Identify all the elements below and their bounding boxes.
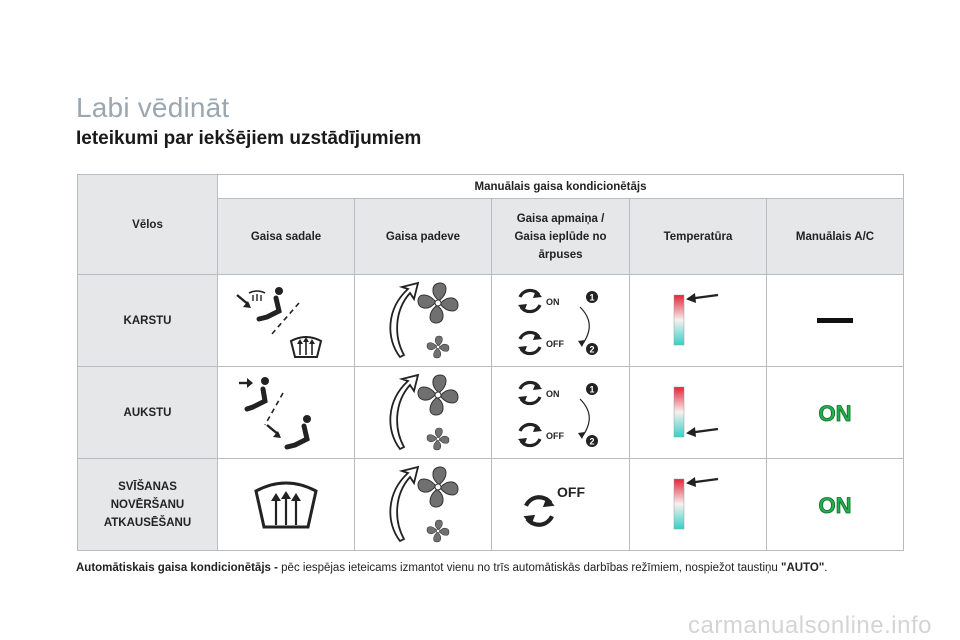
- fan-icon: [378, 279, 468, 363]
- col-label: Gaisa apmaiņa /: [516, 212, 605, 225]
- demist-windscreen-icon: [291, 337, 321, 357]
- col-label: Manuālais A/C: [795, 230, 875, 243]
- feet-vent-icon: [267, 415, 311, 447]
- row-header-hot: [78, 275, 218, 367]
- temperature-cell: [630, 459, 767, 551]
- footnote-end: .: [824, 562, 828, 574]
- recirculation-cell: [492, 367, 630, 459]
- recirculation-icon: [506, 279, 616, 363]
- group-header: [218, 175, 904, 199]
- temperature-gauge-icon: [658, 383, 738, 443]
- col-label: Gaisa padeve: [385, 230, 461, 243]
- footnote-text: pēc iespējas ieteicams izmantot vienu no trīs automātiskās darbības režīmiem, nospiežot taustiņu: [277, 562, 781, 574]
- col-label: ārpuses: [538, 248, 583, 261]
- recirculation-cell: [492, 275, 630, 367]
- step-2-badge: 2: [588, 436, 595, 446]
- page-title: Labi vēdināt: [76, 92, 230, 123]
- table-row-cold: [78, 367, 904, 459]
- ventilation-settings-table: [77, 174, 904, 551]
- ac-off-dash: [805, 311, 865, 331]
- table-row-defrost: [78, 459, 904, 551]
- row-label: ATKAUSĒŠANU: [103, 516, 192, 529]
- col-label: Gaisa sadale: [250, 230, 322, 243]
- ac-on-indicator: [805, 492, 865, 518]
- manual-ac-cell: [767, 275, 904, 367]
- row-header-defrost: [78, 459, 218, 551]
- col-header-distribution: [218, 199, 355, 275]
- recirc-on-label: ON: [545, 296, 559, 307]
- air-flow-cell: [355, 275, 492, 367]
- distribution-hot-icon: [231, 281, 341, 361]
- recirc-off-label: OFF: [545, 338, 564, 349]
- temperature-gauge-icon: [658, 475, 738, 535]
- air-flow-cell: [355, 367, 492, 459]
- distribution-cell: [218, 367, 355, 459]
- corner-header: [78, 175, 218, 275]
- step-2-badge: 2: [588, 344, 595, 354]
- windscreen-defrost-icon: [246, 475, 326, 535]
- ac-on-label: ON: [818, 400, 852, 426]
- temperature-cell: [630, 367, 767, 459]
- row-label: KARSTU: [123, 314, 172, 327]
- recirc-off-label: OFF: [556, 483, 585, 500]
- col-header-recirculation: [492, 199, 630, 275]
- recirc-off-label: OFF: [545, 430, 564, 441]
- col-header-air-flow: [355, 199, 492, 275]
- watermark: carmanualsonline.info: [688, 612, 932, 639]
- manual-ac-cell: [767, 367, 904, 459]
- footnote: [76, 562, 827, 574]
- manual-ac-cell: [767, 459, 904, 551]
- ac-on-indicator: [805, 400, 865, 426]
- row-header-cold: [78, 367, 218, 459]
- group-label: Manuālais gaisa kondicionētājs: [474, 180, 647, 193]
- distribution-cell: [218, 459, 355, 551]
- corner-label: Vēlos: [132, 218, 163, 231]
- air-flow-cell: [355, 459, 492, 551]
- face-vent-icon: [239, 377, 269, 409]
- temperature-cell: [630, 275, 767, 367]
- recirculation-cell: [492, 459, 630, 551]
- col-label: Temperatūra: [663, 230, 733, 243]
- col-header-temperature: [630, 199, 767, 275]
- row-label: SVĪŠANAS: [118, 480, 177, 493]
- row-label: NOVĒRŠANU: [110, 498, 185, 511]
- auto-button-label: "AUTO": [781, 562, 825, 574]
- recirculation-icon: [506, 371, 616, 455]
- temperature-gauge-icon: [658, 291, 738, 351]
- distribution-cold-icon: [231, 373, 341, 453]
- recirculation-icon: [511, 475, 611, 535]
- footnote-bold: Automātiskais gaisa kondicionētājs -: [76, 562, 278, 574]
- table-row-hot: [78, 275, 904, 367]
- ac-on-label: ON: [818, 492, 852, 518]
- col-label: Gaisa ieplūde no: [514, 230, 607, 243]
- col-header-manual-ac: [767, 199, 904, 275]
- row-label: AUKSTU: [123, 406, 172, 419]
- step-1-badge: 1: [588, 384, 595, 394]
- distribution-cell: [218, 275, 355, 367]
- fan-icon: [378, 463, 468, 547]
- fan-icon: [378, 371, 468, 455]
- step-1-badge: 1: [588, 292, 595, 302]
- recirc-on-label: ON: [545, 388, 559, 399]
- page-subtitle: Ieteikumi par iekšējiem uzstādījumiem: [76, 128, 422, 149]
- windscreen-icon: [249, 291, 265, 301]
